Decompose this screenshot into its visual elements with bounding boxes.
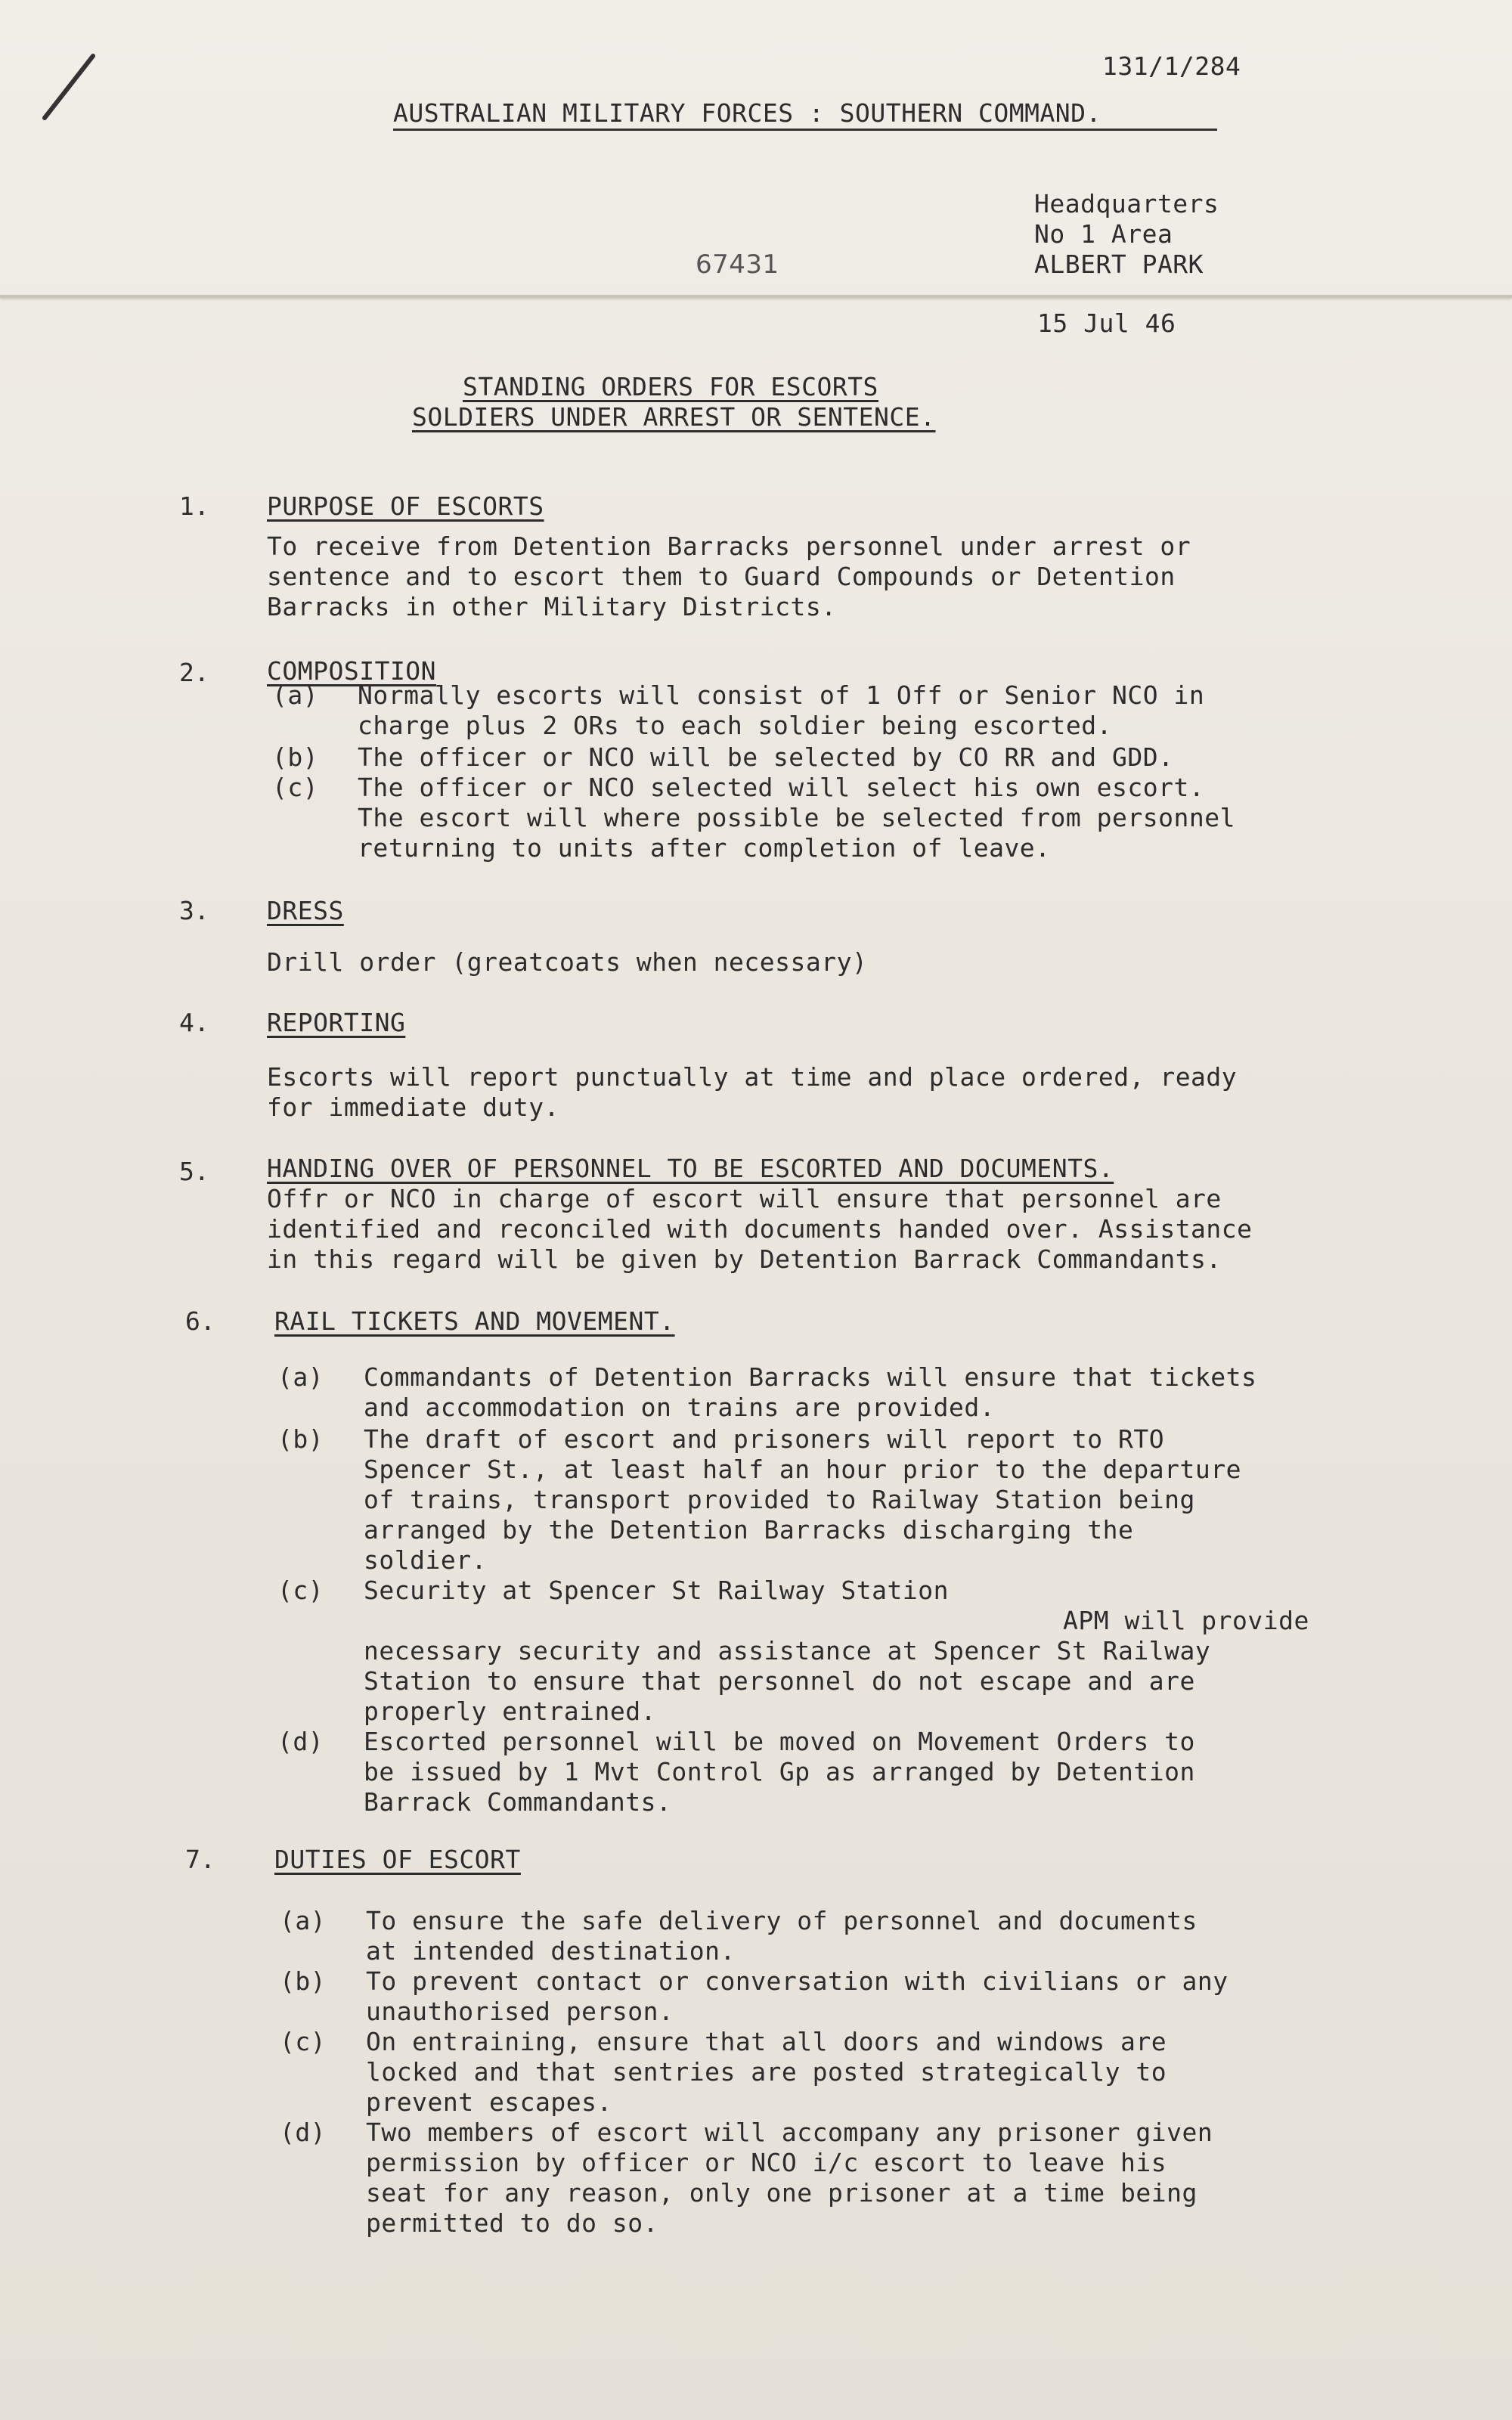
item-text-line: Normally escorts will consist of 1 Off or Senior NCO in [358,680,1205,710]
section-text-line: Escorts will report punctually at time and place ordered, ready [267,1062,1238,1092]
item-text-line: arranged by the Detention Barracks discharging the [364,1515,1134,1545]
item-text-line: Commandants of Detention Barracks will ensure that tickets [364,1362,1257,1392]
item-text-line: Escorted personnel will be moved on Movement Orders to [364,1727,1195,1756]
address-line-1: Headquarters [1034,189,1219,218]
pen-tick-mark [42,53,96,121]
item-text-line: The officer or NCO will be selected by CO RR and GDD. [358,742,1174,772]
section-text-line: Barracks in other Military Districts. [267,592,837,621]
item-label: (b) [277,1424,324,1454]
section-number: 2. [179,658,209,687]
section-heading: REPORTING [267,1008,406,1037]
item-text-line: Spencer St., at least half an hour prior to the departure [364,1455,1241,1484]
file-reference: 131/1/284 [1102,51,1241,81]
section-text-line: Offr or NCO in charge of escort will ensure that personnel are [267,1184,1222,1213]
item-text-line: The draft of escort and prisoners will report to RTO [364,1424,1165,1454]
section-heading: DRESS [267,896,344,925]
item-text-line: Two members of escort will accompany any prisoner given [366,2118,1213,2147]
section-text-line: for immediate duty. [267,1092,559,1122]
section-number: 1. [179,491,209,521]
item-text-line: and accommodation on trains are provided. [364,1393,996,1422]
item-label: (a) [272,680,319,710]
item-text-line: returning to units after completion of leave. [358,833,1051,863]
item-text-line: Barrack Commandants. [364,1787,672,1817]
section-heading: RAIL TICKETS AND MOVEMENT. [274,1306,675,1336]
title-underline [393,129,1217,131]
item-label: (a) [277,1362,324,1392]
item-text-line: properly entrained. [364,1696,656,1726]
item-text-line: charge plus 2 ORs to each soldier being escorted. [358,711,1113,740]
section-number: 5. [179,1157,209,1186]
item-text-line: On entraining, ensure that all doors and windows are [366,2027,1167,2056]
item-label: (b) [280,1966,327,1996]
section-number: 3. [179,896,209,925]
item-label: (c) [272,773,319,802]
item-label: (d) [277,1727,324,1756]
item-label: (c) [280,2027,327,2056]
section-heading: HANDING OVER OF PERSONNEL TO BE ESCORTED AND DOCUMENTS. [267,1154,1114,1183]
item-label: (b) [272,742,319,772]
item-text-line: unauthorised person. [366,1997,674,2026]
item-label: (d) [280,2118,327,2147]
section-heading: PURPOSE OF ESCORTS [267,491,544,521]
item-text-line: APM will provide [1063,1606,1309,1635]
address-line-3: ALBERT PARK [1034,249,1204,279]
address-line-2: No 1 Area [1034,219,1173,249]
item-text-line: To ensure the safe delivery of personnel and documents [366,1906,1198,1935]
item-text-line: locked and that sentries are posted strategically to [366,2057,1167,2087]
item-text-line: The escort will where possible be selected from personnel [358,803,1235,832]
section-heading: DUTIES OF ESCORT [274,1845,521,1874]
item-text-line: permitted to do so. [366,2208,658,2238]
item-text-line: Security at Spencer St Railway Station [364,1576,949,1605]
section-text-line: sentence and to escort them to Guard Compounds or Detention [267,562,1176,591]
item-text-line: prevent escapes. [366,2087,612,2117]
section-number: 6. [185,1306,215,1336]
item-label: (a) [280,1906,327,1935]
item-text-line: necessary security and assistance at Spencer St Railway [364,1636,1211,1665]
document-date: 15 Jul 46 [1037,308,1176,338]
item-text-line: seat for any reason, only one prisoner at a time being [366,2178,1198,2208]
section-number: 4. [179,1008,209,1037]
item-label: (c) [277,1576,324,1605]
handwritten-reference: 67431 [696,249,779,280]
item-text-line: of trains, transport provided to Railway Station being [364,1485,1195,1514]
section-text-line: To receive from Detention Barracks personnel under arrest or [267,531,1191,561]
document-title-line-2: SOLDIERS UNDER ARREST OR SENTENCE. [412,402,936,432]
section-text-line: in this regard will be given by Detention Barrack Commandants. [267,1244,1222,1274]
item-text-line: permission by officer or NCO i/c escort to leave his [366,2148,1167,2177]
item-text-line: The officer or NCO selected will select his own escort. [358,773,1205,802]
item-text-line: soldier. [364,1545,487,1575]
organisation-title: AUSTRALIAN MILITARY FORCES : SOUTHERN COMMAND. [393,98,1101,128]
section-text-line: identified and reconciled with documents handed over. Assistance [267,1214,1253,1244]
item-text-line: be issued by 1 Mvt Control Gp as arranged by Detention [364,1757,1195,1786]
item-text-line: Station to ensure that personnel do not escape and are [364,1666,1195,1696]
document-title-line-1: STANDING ORDERS FOR ESCORTS [463,372,878,401]
item-text-line: at intended destination. [366,1936,736,1966]
item-text-line: To prevent contact or conversation with civilians or any [366,1966,1228,1996]
section-heading: COMPOSITION [267,656,437,686]
paper-fold-line [0,295,1512,298]
section-number: 7. [185,1845,215,1874]
section-text-line: Drill order (greatcoats when necessary) [267,947,868,977]
